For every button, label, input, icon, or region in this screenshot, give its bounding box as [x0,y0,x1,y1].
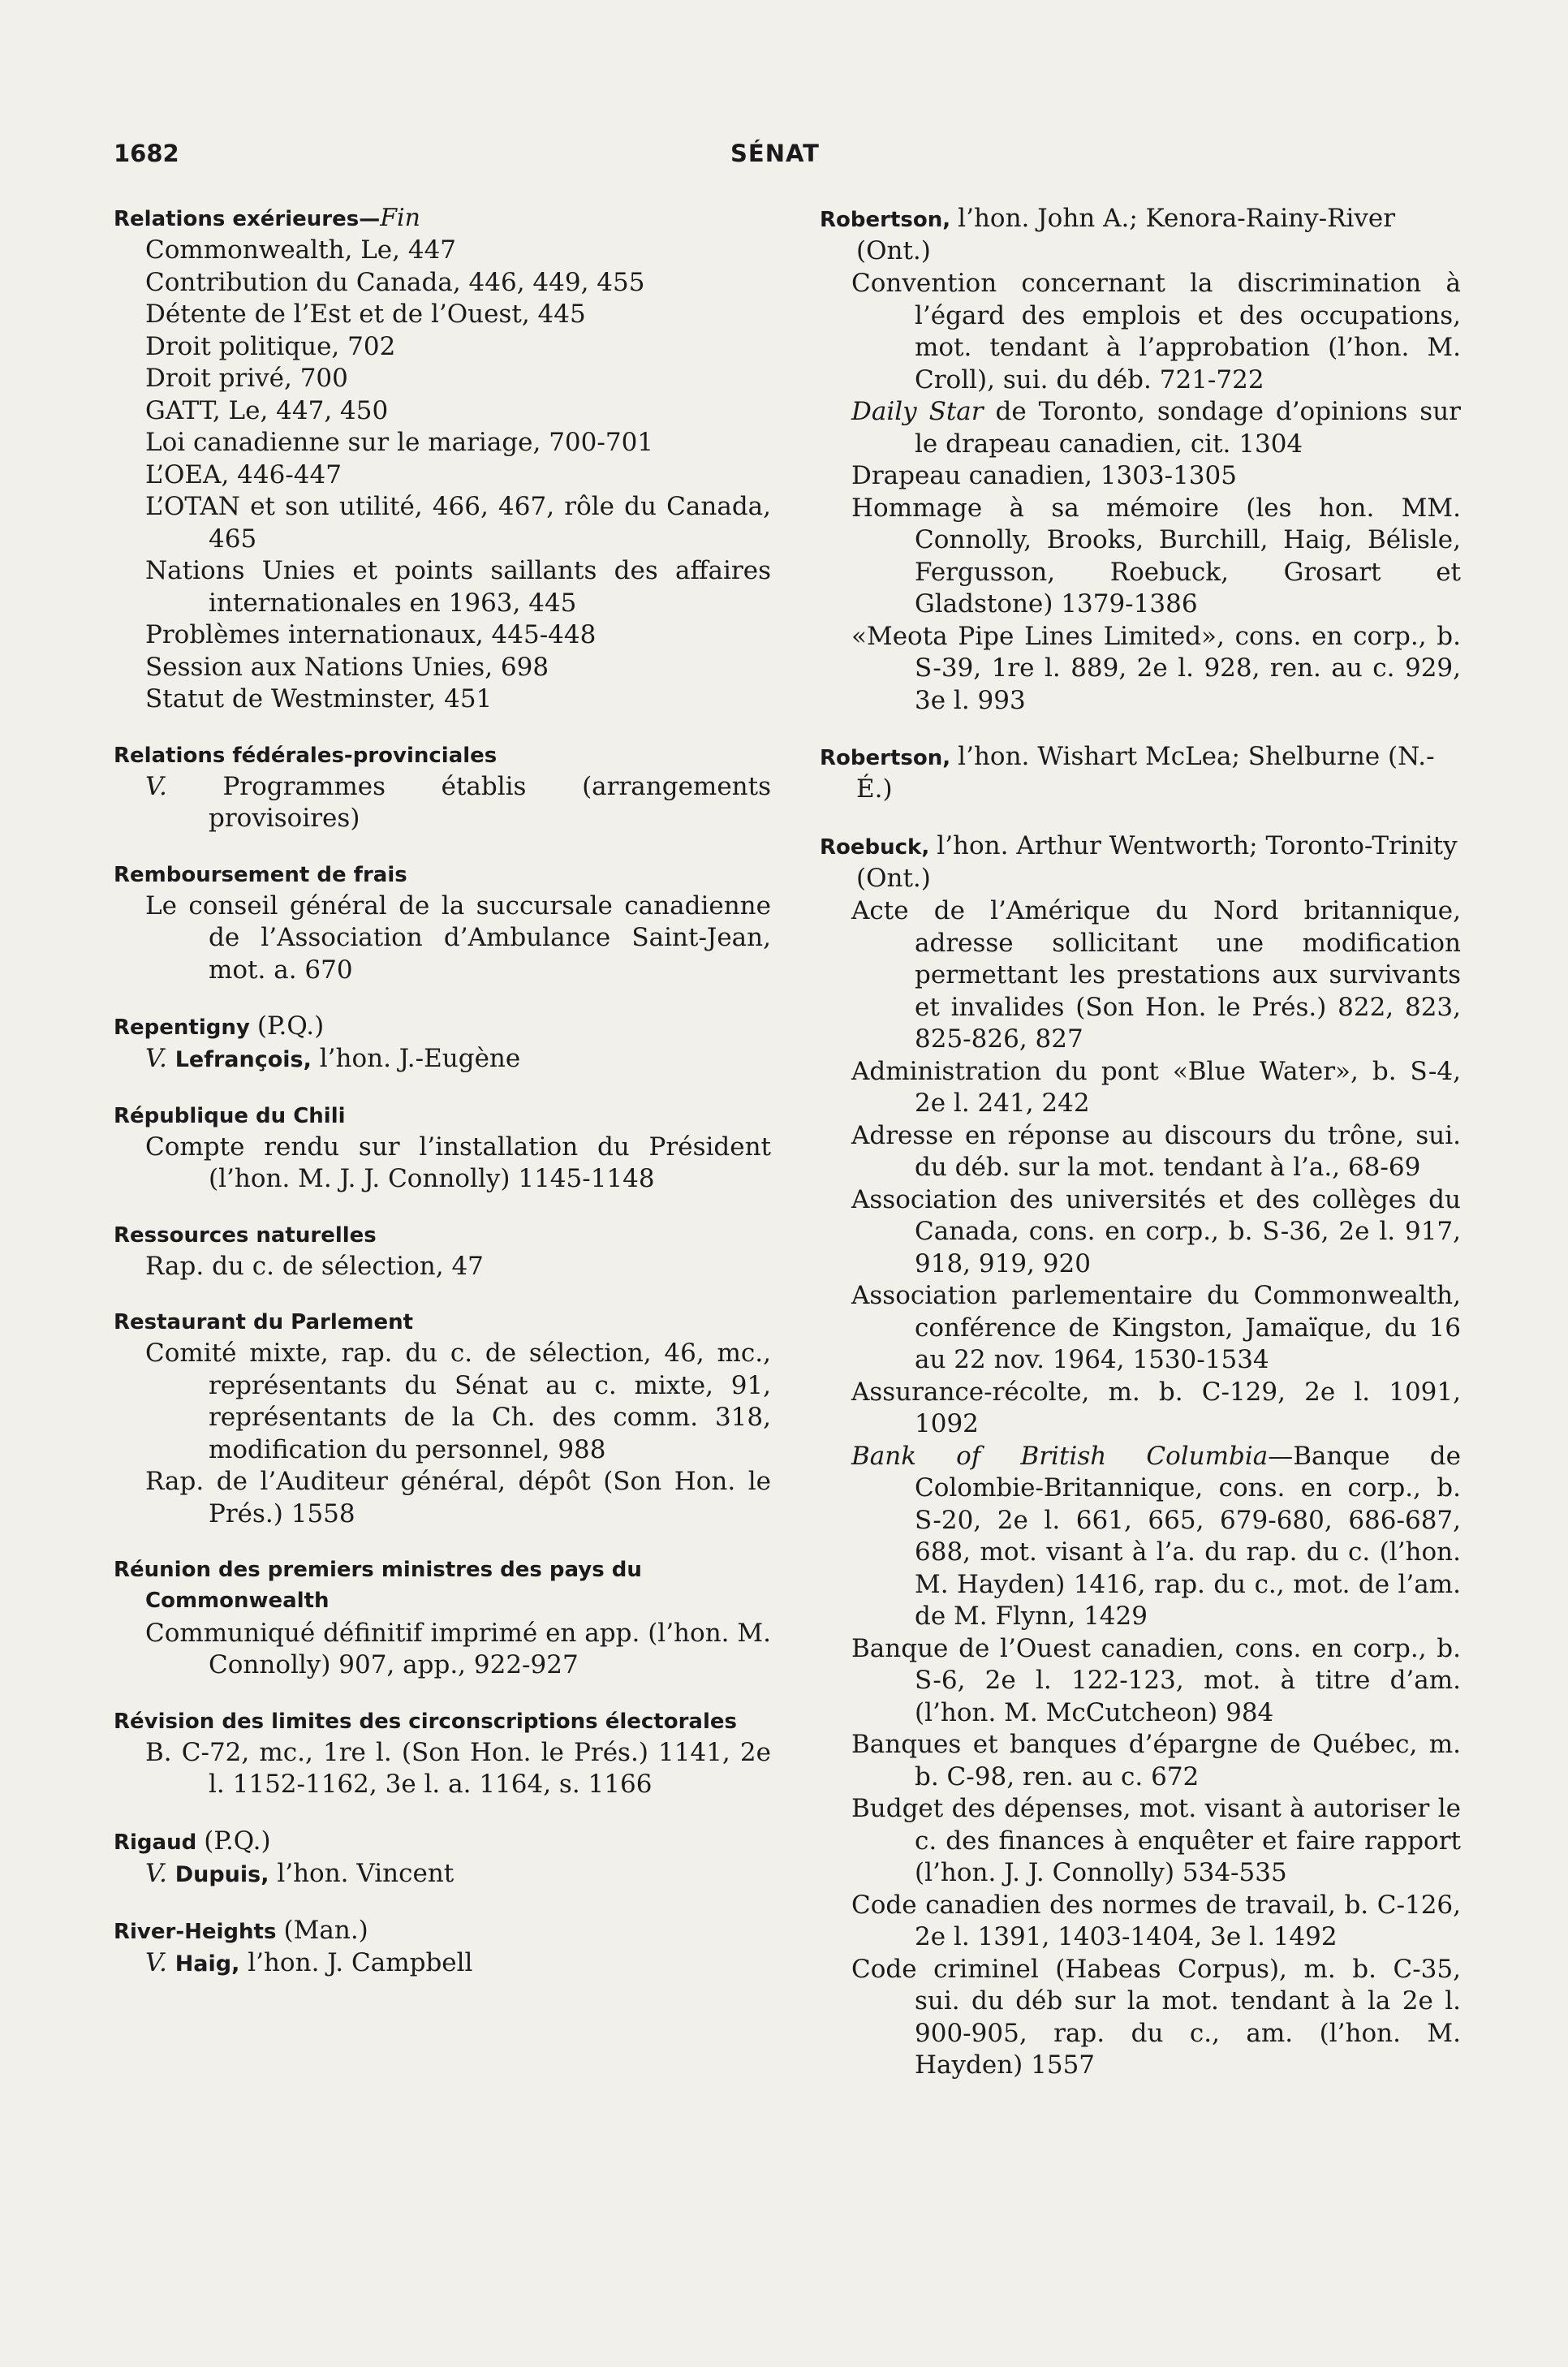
index-entry [114,1011,771,1076]
entry-item: GATT, Le, 447, 450 [145,395,389,425]
index-entry [820,741,1461,806]
index-entry [114,1826,771,1891]
entry-item: Problèmes internationaux, 445-448 [145,620,597,649]
entry-item: Nations Unies et points saillants des affaires internationales en 1963, 445 [145,556,771,618]
index-entry [820,203,1461,717]
entry-item: Loi canadienne sur le mariage, 700-701 [145,428,654,457]
entry-heading-continuation: Commonwealth [145,1589,330,1613]
entry-heading: Réunion des premiers ministres des pays du [114,1558,642,1582]
entry-heading: Remboursement de frais [114,862,407,887]
entry-item: Compte rendu sur l’installation du Président (l’hon. M. J. J. Connolly) 1145-1148 [145,1132,771,1193]
entry-item: Code canadien des normes de travail, b. C-126, 2e l. 1391, 1403-1404, 3e l. 1492 [851,1890,1461,1951]
index-entry [114,203,771,716]
entry-item: L’OEA, 446-447 [145,459,342,489]
entry-item: Banques et banques d’épargne de Québec, m. b. C-98, ren. au c. 672 [851,1730,1461,1791]
entry-heading: Relations fédérales-provinciales [114,743,498,768]
entry-heading: Révision des limites des circonscriptions électorales [114,1709,737,1734]
index-entry [114,740,771,835]
entry-item: V. Dupuis, l’hon. Vincent [145,1858,454,1888]
entry-item: Session aux Nations Unies, 698 [145,652,549,682]
index-entry [820,830,1461,2082]
entry-item: Contribution du Canada, 446, 449, 455 [145,267,645,297]
entry-item: Assurance-récolte, m. b. C-129, 2e l. 1091, 1092 [851,1377,1461,1438]
entry-heading: Roebuck, l’hon. Arthur Wentworth; Toronto-Trinity (Ont.) [820,831,1458,893]
entry-heading: Ressources naturelles [114,1222,377,1248]
index-entry [114,1101,771,1196]
entry-item: Budget des dépenses, mot. visant à autoriser le c. des finances à enquêter et faire rapport (l’hon. J. J. Connolly) 534-535 [851,1794,1461,1887]
entry-heading: Restaurant du Parlement [114,1310,414,1334]
index-entry [114,860,771,987]
entry-item: Rap. du c. de sélection, 47 [145,1251,484,1281]
index-entry [114,1554,771,1682]
entry-item: Bank of British Columbia—Banque de Colombie-Britannique, cons. en corp., b. S-20, 2e l. 661, 665, 679-680, 686-687, 688, mot. visant à l’a. du rap. du c. (l’hon. M. Hayden) 1416, rap. du c., mot. de l’am. de M. Flynn, 1429 [851,1441,1461,1631]
entry-item: Droit privé, 700 [145,364,348,393]
left-column [114,203,771,2005]
entry-item: Administration du pont «Blue Water», b. S-4, 2e l. 241, 242 [851,1056,1461,1118]
entry-heading: Relations exérieures—Fin [114,204,420,232]
entry-item: B. C-72, mc., 1re l. (Son Hon. le Prés.) 1141, 2e l. 1152-1162, 3e l. a. 1164, s. 1166 [145,1737,771,1799]
entry-item: V. Programmes établis (arrangements provisoires) [145,771,772,833]
entry-item: Communiqué définitif imprimé en app. (l’hon. M. Connolly) 907, app., 922-927 [145,1618,771,1679]
index-entry [114,1220,771,1283]
entry-item: V. Haig, l’hon. J. Campbell [145,1948,473,1977]
entry-item: Banque de l’Ouest canadien, cons. en corp., b. S-6, 2e l. 122-123, mot. à titre d’am. (l’hon. M. McCutcheon) 984 [851,1633,1461,1727]
entry-item: Commonwealth, Le, 447 [145,235,457,265]
entry-item: V. Lefrançois, l’hon. J.-Eugène [145,1044,521,1073]
entry-heading: Rigaud (P.Q.) [114,1826,271,1856]
page-header [114,140,1461,172]
entry-item: Statut de Westminster, 451 [145,684,493,714]
entry-item: Daily Star de Toronto, sondage d’opinions sur le drapeau canadien, cit. 1304 [851,397,1462,459]
entry-item: Association parlementaire du Commonwealth, conférence de Kingston, Jamaïque, du 16 au 22 nov. 1964, 1530-1534 [851,1281,1461,1374]
entry-item: Convention concernant la discrimination à l’égard des emplois et des occupations, mot. tendant à l’approbation (l’hon. M. Croll), sui. du déb. 721-722 [851,269,1461,394]
entry-heading: Robertson, l’hon. Wishart McLea; Shelburne (N.-É.) [820,742,1435,804]
running-head: SÉNAT [730,140,820,167]
entry-heading: Repentigny (P.Q.) [114,1011,325,1041]
entry-item: L’OTAN et son utilité, 466, 467, rôle du Canada, 465 [145,492,771,554]
page-number: 1682 [114,140,179,167]
index-entry [114,1915,771,1981]
entry-heading: République du Chili [114,1103,346,1128]
index-entry [114,1706,771,1801]
entry-item: Comité mixte, rap. du c. de sélection, 46, mc., représentants du Sénat au c. mixte, 91, représentants de la Ch. des comm. 318, modification du personnel, 988 [145,1339,771,1464]
entry-item: Détente de l’Est et de l’Ouest, 445 [145,300,586,329]
entry-item: Rap. de l’Auditeur général, dépôt (Son Hon. le Prés.) 1558 [145,1467,771,1528]
index-entry [114,1307,771,1530]
entry-heading: Robertson, l’hon. John A.; Kenora-Rainy-River (Ont.) [820,204,1396,265]
entry-heading: River-Heights (Man.) [114,1916,368,1945]
entry-item: Acte de l’Amérique du Nord britannique, adresse sollicitant une modification permettant les prestations aux survivants et invalides (Son Hon. le Prés.) 822, 823, 825-826, 827 [851,896,1461,1054]
right-column [820,203,1461,2106]
entry-item: Hommage à sa mémoire (les hon. MM. Connolly, Brooks, Burchill, Haig, Bélisle, Fergusson, Roebuck, Grosart et Gladstone) 1379-1386 [851,493,1461,619]
entry-item: Droit politique, 702 [145,331,396,361]
entry-item: Drapeau canadien, 1303-1305 [851,461,1237,490]
entry-item: Code criminel (Habeas Corpus), m. b. C-35, sui. du déb sur la mot. tendant à la 2e l. 900-905, rap. du c., am. (l’hon. M. Hayden) 1557 [851,1954,1461,2080]
entry-item: Association des universités et des collèges du Canada, cons. en corp., b. S-36, 2e l. 917, 918, 919, 920 [851,1184,1461,1278]
entry-item: Le conseil général de la succursale canadienne de l’Association d’Ambulance Saint-Jean, mot. a. 670 [145,890,771,985]
entry-item: Adresse en réponse au discours du trône, sui. du déb. sur la mot. tendant à l’a., 68-69 [851,1120,1461,1182]
entry-item: «Meota Pipe Lines Limited», cons. en corp., b. S-39, 1re l. 889, 2e l. 928, ren. au c. 929, 3e l. 993 [851,621,1461,715]
